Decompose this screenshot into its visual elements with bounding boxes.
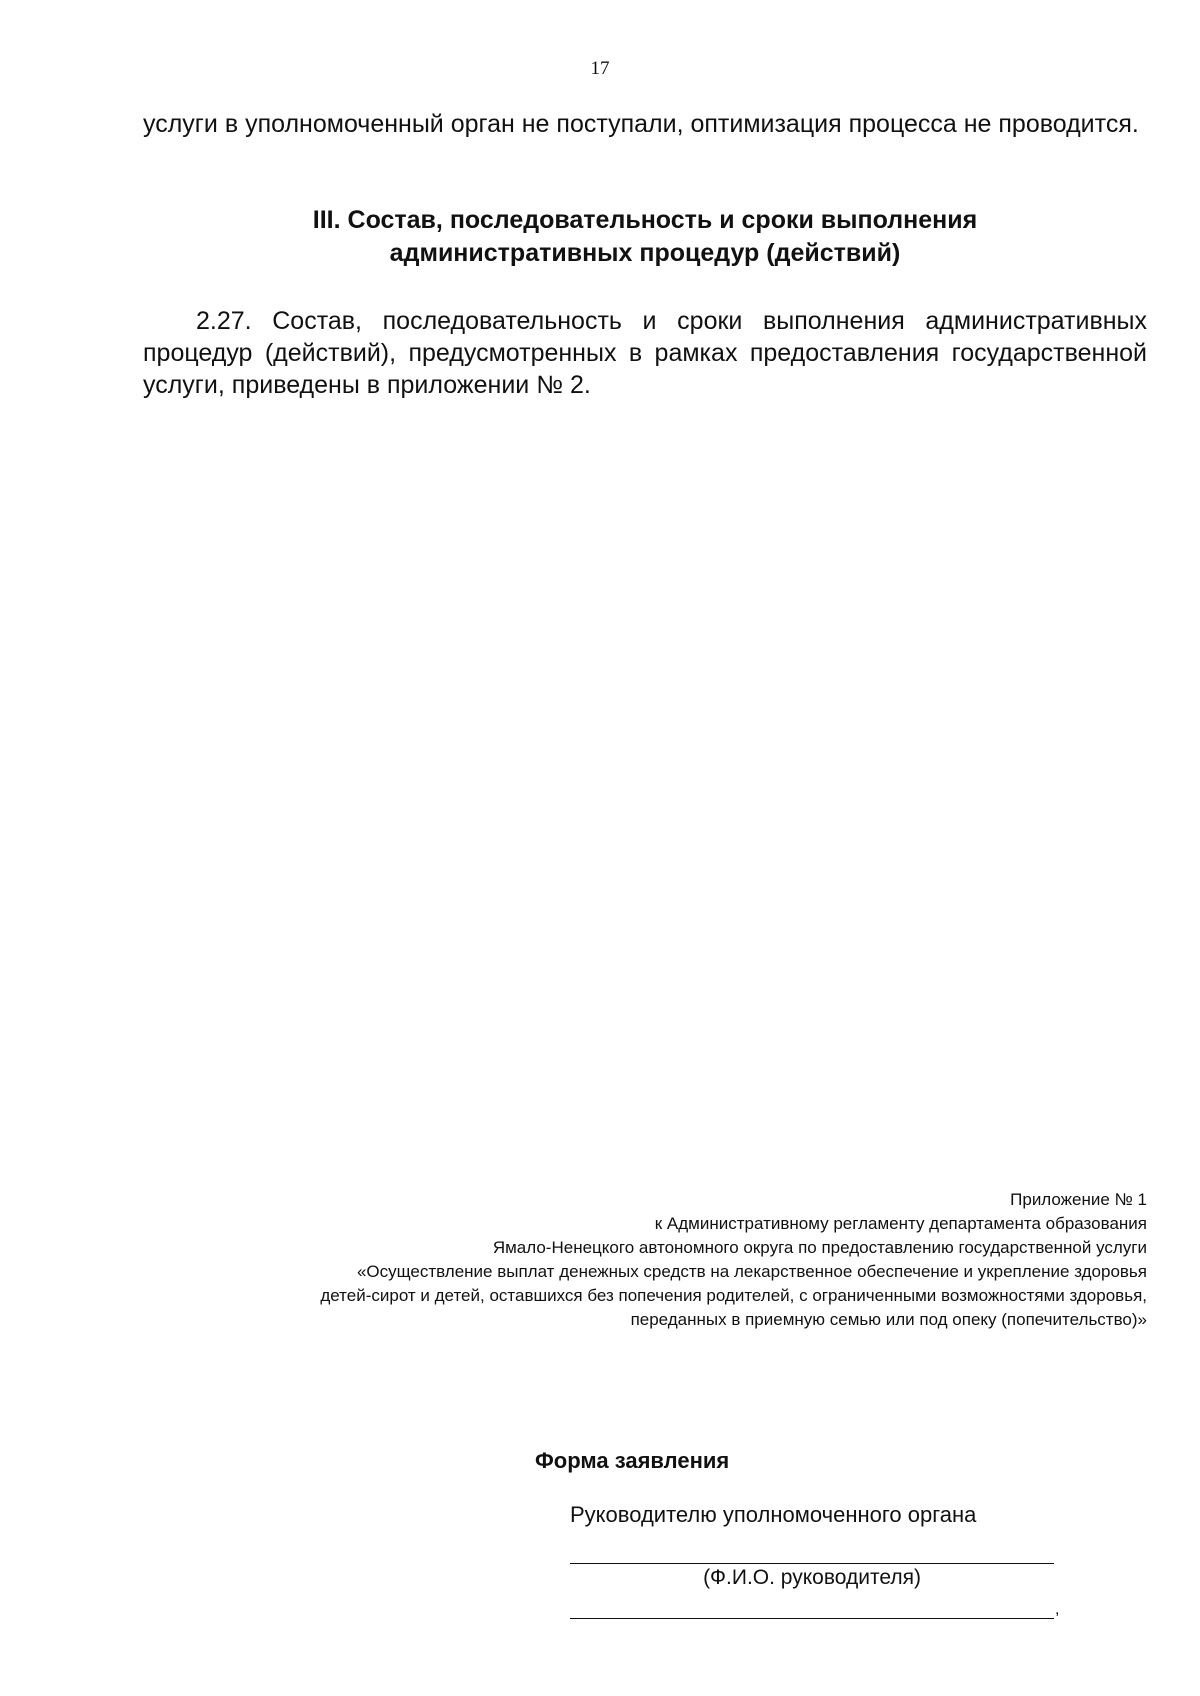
appendix-line: Приложение № 1 <box>1010 1190 1147 1209</box>
paragraph-2-27: 2.27. Состав, последовательность и сроки выполнения административных процедур (действий), предусмотренных в рамках предоставления государственной услуги, приведены в приложении № 2. <box>143 307 1147 399</box>
second-fill-line <box>570 1618 1054 1619</box>
appendix-header <box>147 1188 1147 1332</box>
section-heading-line-1: III. Состав, последовательность и сроки выполнения <box>312 206 978 234</box>
appendix-line: «Осуществление выплат денежных средств на лекарственное обеспечение и укрепление здоровья <box>356 1262 1147 1281</box>
name-fill-line <box>570 1563 1054 1564</box>
continuation-paragraph: услуги в уполномоченный орган не поступали, оптимизация процесса не проводится. <box>143 110 1139 138</box>
form-title: Форма заявления <box>535 1448 730 1473</box>
section-heading <box>143 204 1147 270</box>
name-fill-caption: (Ф.И.О. руководителя) <box>703 1566 921 1589</box>
appendix-line: Ямало-Ненецкого автономного округа по предоставлению государственной услуги <box>492 1238 1147 1257</box>
section-heading-line-2: административных процедур (действий) <box>389 239 901 267</box>
addressee-label: Руководителю уполномоченного органа <box>570 1502 977 1527</box>
trailing-comma: , <box>1055 1601 1060 1618</box>
page-number: 17 <box>590 58 610 79</box>
appendix-line: переданных в приемную семью или под опеку (попечительство)» <box>630 1310 1147 1329</box>
appendix-line: к Административному регламенту департамента образования <box>654 1214 1147 1233</box>
appendix-line: детей-сирот и детей, оставшихся без попечения родителей, с ограниченными возможностями здоровья, <box>320 1286 1147 1305</box>
